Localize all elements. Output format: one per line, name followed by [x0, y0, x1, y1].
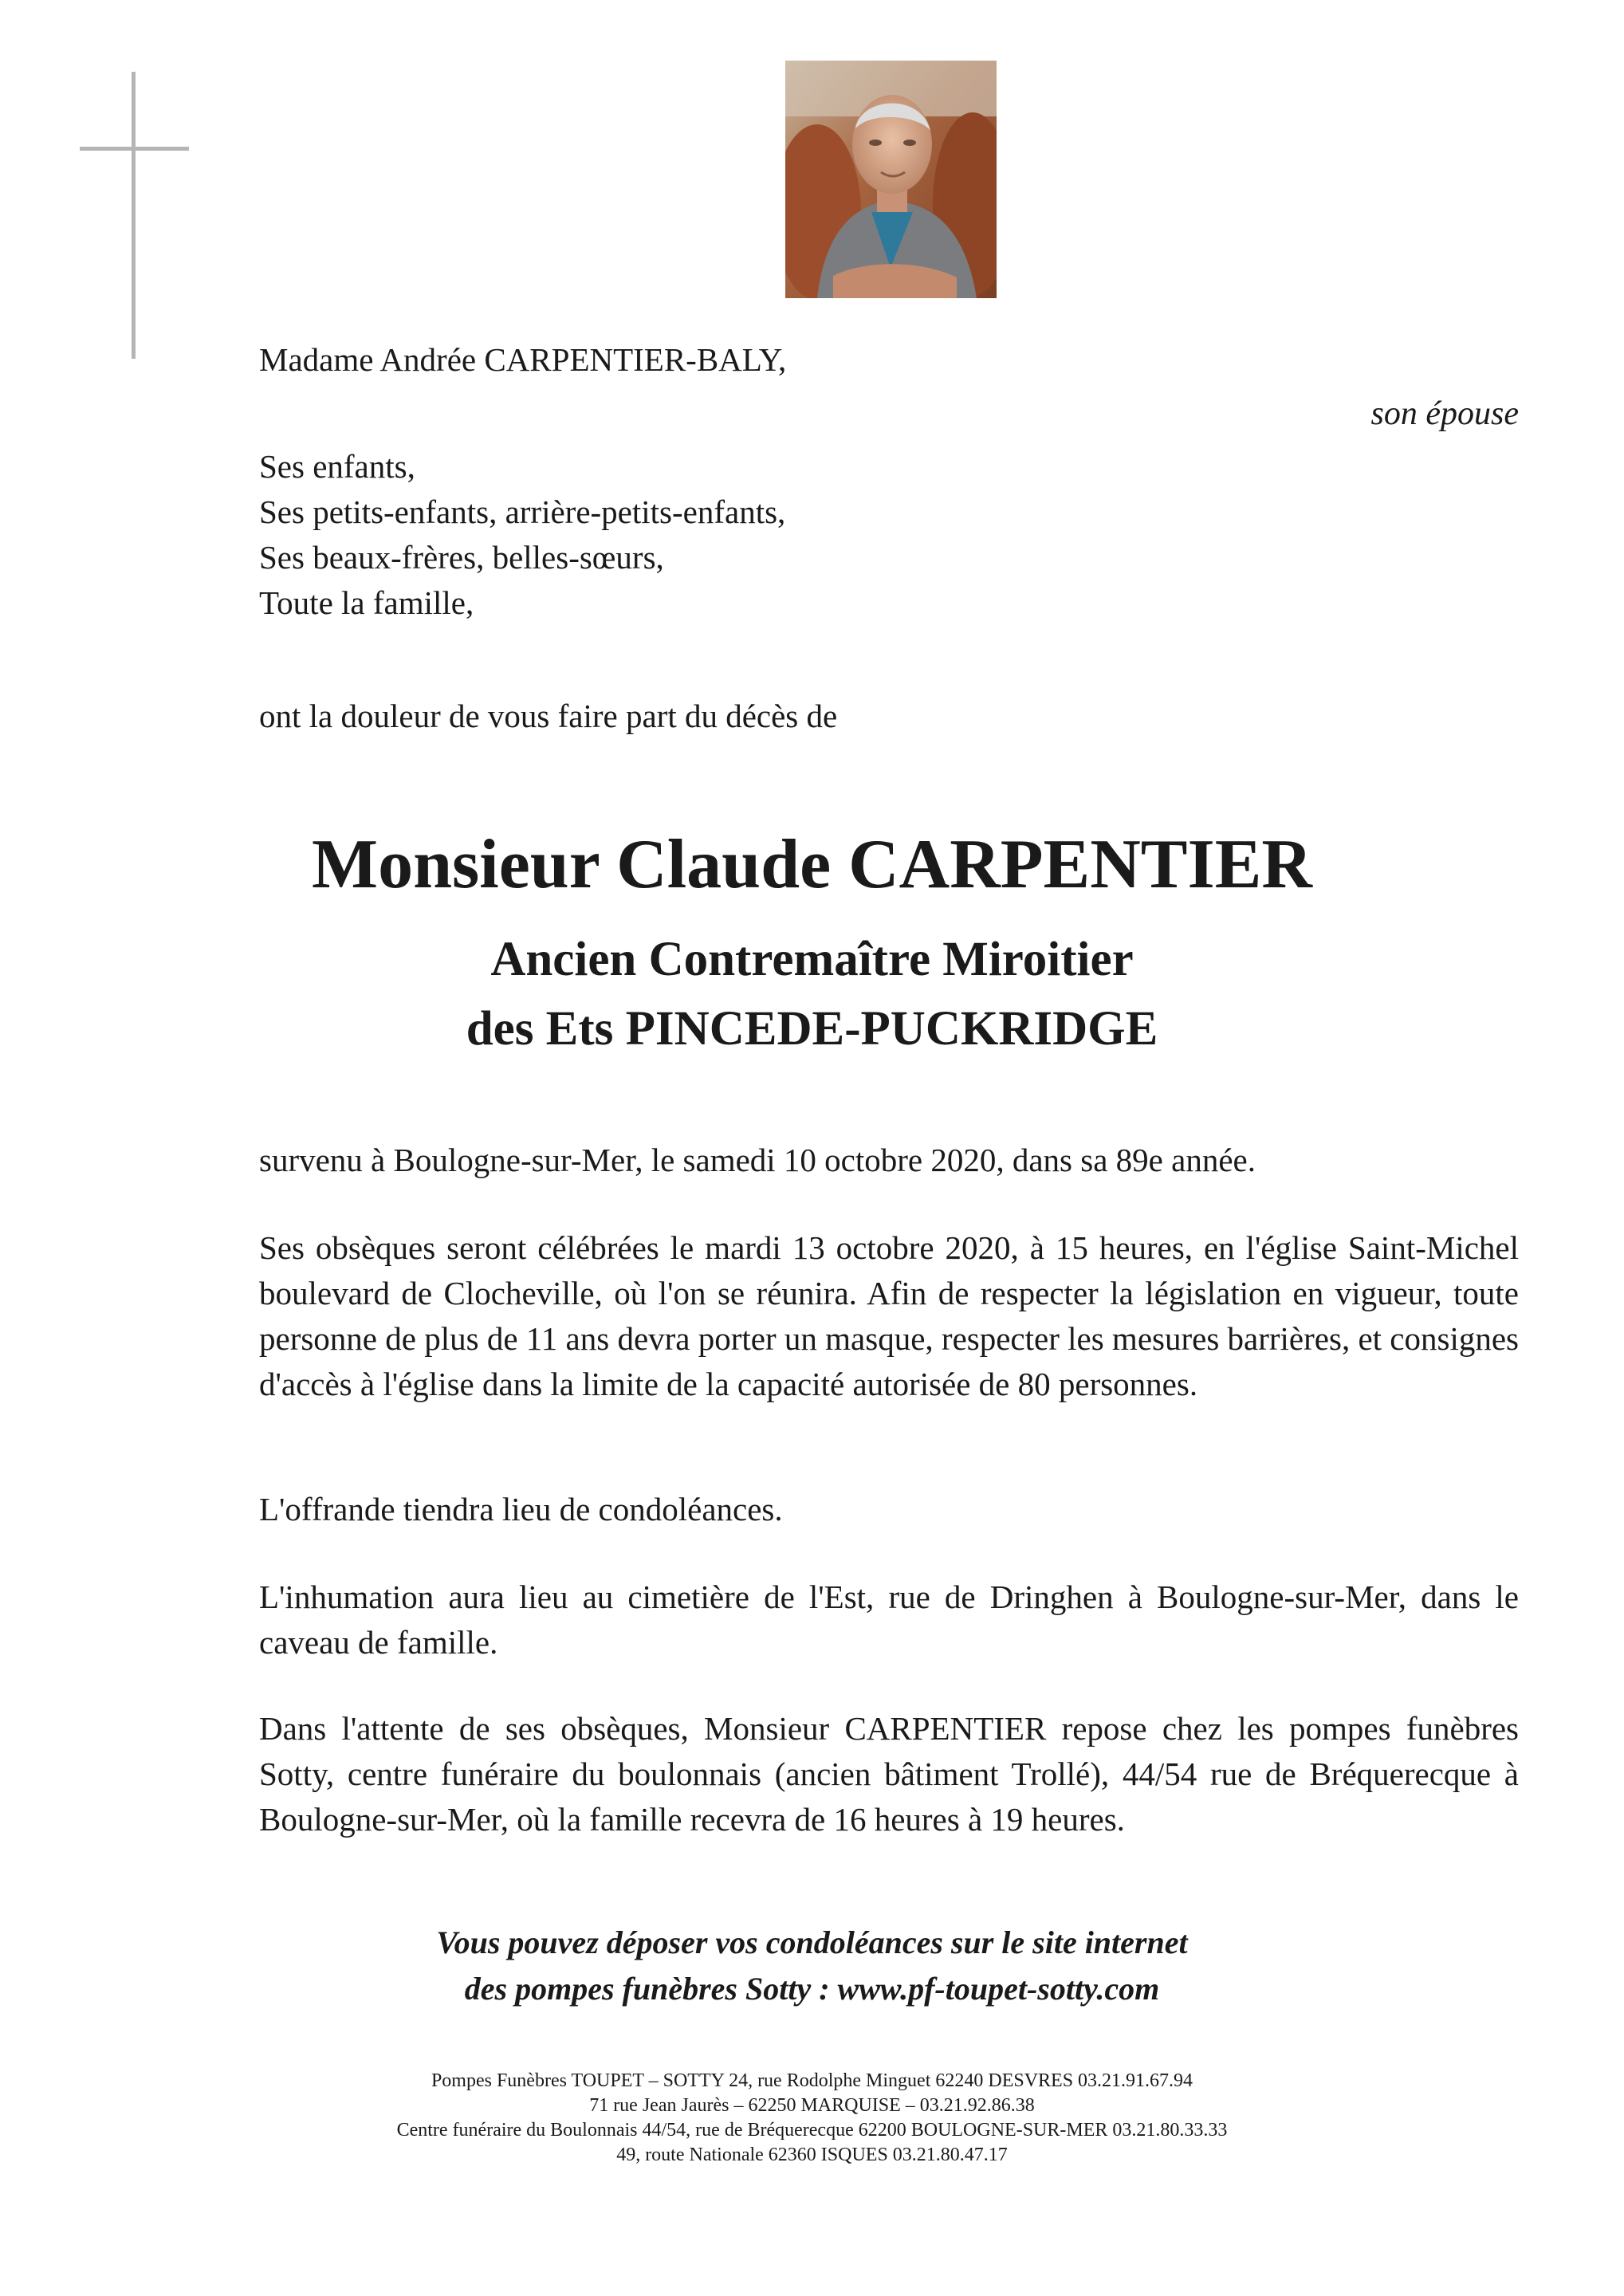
family-line: Ses enfants,	[259, 448, 415, 485]
condolences-line: Vous pouvez déposer vos condoléances sur le site internet	[436, 1924, 1188, 1960]
portrait-photo	[785, 61, 997, 298]
deceased-profession	[0, 925, 1624, 1063]
family-list	[259, 444, 1519, 626]
footer-line: 49, route Nationale 62360 ISQUES 03.21.80.47.17	[616, 2145, 1008, 2165]
family-line: Ses petits-enfants, arrière-petits-enfants,	[259, 493, 786, 530]
footer-line: Centre funéraire du Boulonnais 44/54, rue de Bréquerecque 62200 BOULOGNE-SUR-MER 03.21.80.33.33	[396, 2120, 1228, 2141]
death-notice: survenu à Boulogne-sur-Mer, le samedi 10 octobre 2020, dans sa 89e année.	[259, 1142, 1256, 1178]
funeral-home-footer	[0, 2069, 1624, 2168]
viewing-details: Dans l'attente de ses obsèques, Monsieur CARPENTIER repose chez les pompes funèbres Sotty, centre funéraire du boulonnais (ancien bâtiment Trollé), 44/54 rue de Bréquerecque à Boulogne-sur-Mer, où la famille recevra de 16 heures à 19 heures.	[259, 1710, 1519, 1838]
funeral-details: Ses obsèques seront célébrées le mardi 13 octobre 2020, à 15 heures, en l'église Saint-Michel boulevard de Clocheville, où l'on se réunira. Afin de respecter la législation en vigueur, toute personne de plus de 11 ans devra porter un masque, respecter les mesures barrières, et consignes d'accès à l'église dans la limite de la capacité autorisée de 80 personnes.	[259, 1229, 1519, 1402]
family-line: Ses beaux-frères, belles-sœurs,	[259, 539, 664, 576]
profession-line: Ancien Contremaître Miroitier	[490, 933, 1134, 986]
deceased-name: Monsieur Claude CARPENTIER	[312, 826, 1312, 903]
family-line: Toute la famille,	[259, 584, 474, 621]
condolences-website-line: des pompes funèbres Sotty : www.pf-toupet-sotty.com	[464, 1971, 1160, 2007]
footer-line: Pompes Funèbres TOUPET – SOTTY 24, rue Rodolphe Minguet 62240 DESVRES 03.21.91.67.94	[431, 2070, 1193, 2091]
company-line: des Ets PINCEDE-PUCKRIDGE	[466, 1002, 1158, 1056]
burial-details: L'inhumation aura lieu au cimetière de l'Est, rue de Dringhen à Boulogne-sur-Mer, dans le caveau de famille.	[259, 1578, 1519, 1661]
condolences-note	[0, 1920, 1624, 2012]
offering-note: L'offrande tiendra lieu de condoléances.	[259, 1491, 783, 1527]
cross-icon-horizontal	[80, 147, 189, 151]
spouse-role: son épouse	[1370, 395, 1519, 432]
intro-text: ont la douleur de vous faire part du décès de	[259, 698, 838, 734]
cross-icon-vertical	[132, 72, 136, 359]
spouse-name: Madame Andrée CARPENTIER-BALY,	[259, 341, 787, 378]
footer-line: 71 rue Jean Jaurès – 62250 MARQUISE – 03.21.92.86.38	[589, 2095, 1035, 2116]
